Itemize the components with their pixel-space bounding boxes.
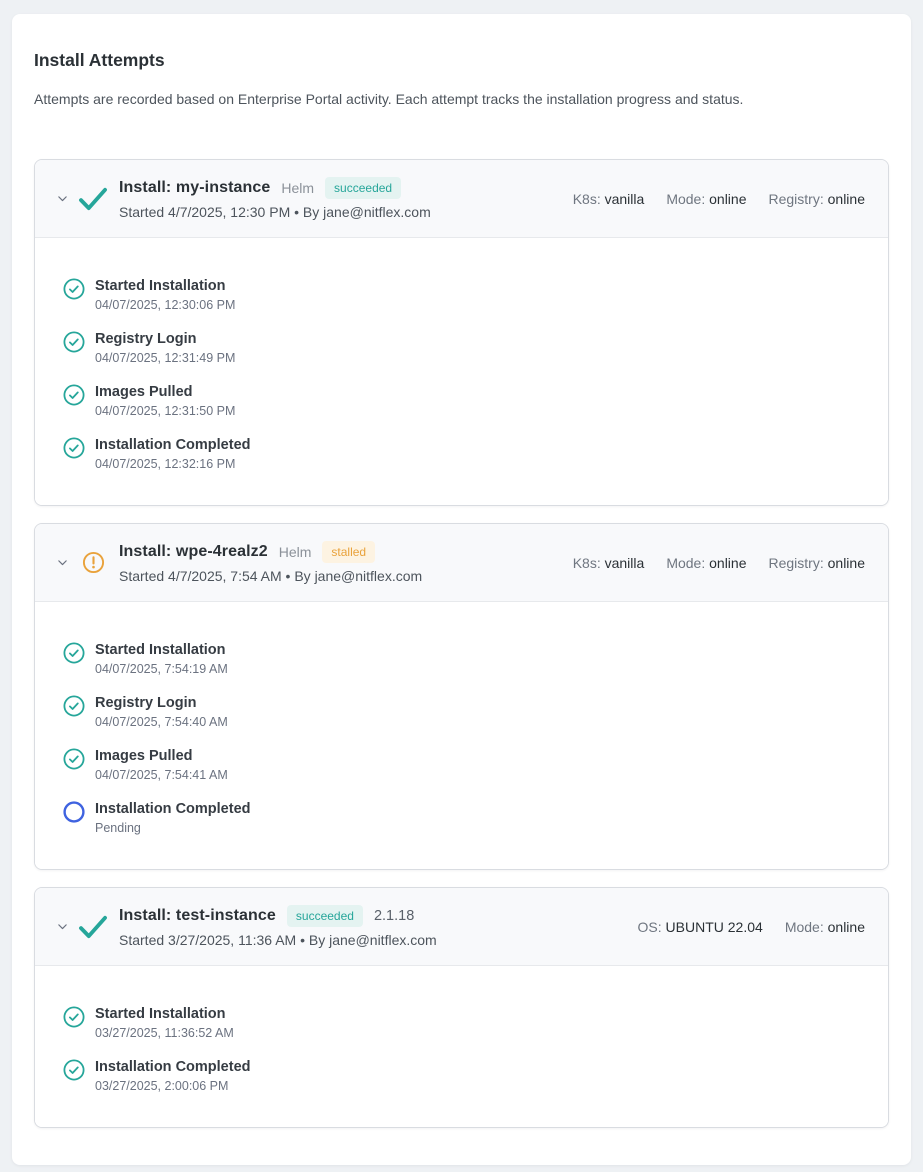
install-step bbox=[63, 640, 866, 678]
install-step bbox=[63, 276, 866, 314]
page-subtitle: Attempts are recorded based on Enterprise Portal activity. Each attempt tracks the installation progress and status. bbox=[34, 91, 744, 107]
meta-label: OS: bbox=[637, 918, 662, 935]
step-status-icon bbox=[63, 437, 85, 459]
step-time: 03/27/2025, 2:00:06 PM bbox=[95, 1079, 229, 1093]
install-attempts-panel bbox=[12, 14, 911, 1165]
step-name: Images Pulled bbox=[95, 384, 193, 400]
step-texts bbox=[95, 1004, 234, 1042]
step-time: 04/07/2025, 7:54:19 AM bbox=[95, 662, 228, 676]
step-name: Installation Completed bbox=[95, 437, 251, 453]
step-done-icon bbox=[63, 1006, 85, 1028]
step-texts bbox=[95, 382, 235, 420]
chevron-down-icon[interactable] bbox=[55, 920, 69, 933]
install-step bbox=[63, 693, 866, 731]
step-time: 04/07/2025, 12:31:50 PM bbox=[95, 404, 236, 418]
meta-label: K8s: bbox=[572, 190, 601, 207]
step-done-icon bbox=[63, 695, 85, 717]
attempt-meta bbox=[573, 191, 865, 207]
attempt-status-icon bbox=[77, 915, 109, 939]
step-texts bbox=[95, 1057, 251, 1095]
status-badge: succeeded bbox=[287, 905, 363, 927]
step-name: Started Installation bbox=[95, 278, 226, 294]
attempt-header[interactable] bbox=[35, 888, 888, 966]
install-step bbox=[63, 435, 866, 473]
attempt-version: 2.1.18 bbox=[373, 908, 415, 924]
step-status-icon bbox=[63, 384, 85, 406]
meta-label: Mode: bbox=[666, 554, 706, 571]
attempt-type: Helm bbox=[278, 544, 312, 560]
step-status-icon bbox=[63, 1006, 85, 1028]
install-step bbox=[63, 329, 866, 367]
attempt-title: Install: test-instance bbox=[119, 907, 276, 924]
check-icon bbox=[78, 187, 108, 211]
meta-label: Registry: bbox=[768, 190, 824, 207]
chevron-down-icon[interactable] bbox=[55, 192, 69, 205]
meta-item bbox=[785, 919, 865, 935]
meta-item bbox=[573, 191, 645, 207]
attempt-started: Started 4/7/2025, 12:30 PM • By jane@nitflex.com bbox=[119, 204, 431, 220]
install-step bbox=[63, 1004, 866, 1042]
step-done-icon bbox=[63, 437, 85, 459]
attempt-head-main bbox=[119, 905, 638, 948]
step-done-icon bbox=[63, 331, 85, 353]
step-name: Installation Completed bbox=[95, 801, 251, 817]
meta-value: vanilla bbox=[604, 190, 645, 207]
step-name: Started Installation bbox=[95, 642, 226, 658]
step-texts bbox=[95, 799, 251, 837]
meta-item bbox=[573, 555, 645, 571]
status-badge: stalled bbox=[322, 541, 375, 563]
step-status-icon bbox=[63, 278, 85, 300]
status-badge: succeeded bbox=[325, 177, 401, 199]
attempt-card bbox=[34, 887, 889, 1128]
step-done-icon bbox=[63, 642, 85, 664]
attempt-head-main bbox=[119, 177, 573, 220]
attempt-steps bbox=[35, 238, 888, 505]
attempt-head-main bbox=[119, 541, 573, 584]
meta-value: UBUNTU 22.04 bbox=[665, 918, 763, 935]
attempt-meta bbox=[638, 919, 865, 935]
check-icon bbox=[78, 915, 108, 939]
step-name: Registry Login bbox=[95, 695, 197, 711]
attempt-status-icon bbox=[77, 187, 109, 211]
meta-value: online bbox=[827, 554, 865, 571]
step-status-icon bbox=[63, 801, 85, 823]
step-name: Registry Login bbox=[95, 331, 197, 347]
attempts-list bbox=[34, 159, 889, 1128]
attempt-header[interactable] bbox=[35, 160, 888, 238]
step-texts bbox=[95, 435, 251, 473]
step-texts bbox=[95, 329, 235, 367]
meta-value: vanilla bbox=[604, 554, 645, 571]
step-done-icon bbox=[63, 384, 85, 406]
meta-label: Mode: bbox=[784, 918, 824, 935]
step-name: Started Installation bbox=[95, 1006, 226, 1022]
attempt-status-icon bbox=[77, 551, 109, 574]
meta-value: online bbox=[709, 190, 747, 207]
meta-label: Mode: bbox=[666, 190, 706, 207]
step-time: 04/07/2025, 12:32:16 PM bbox=[95, 457, 236, 471]
step-time: 03/27/2025, 11:36:52 AM bbox=[95, 1026, 234, 1040]
attempt-steps bbox=[35, 602, 888, 869]
attempt-header[interactable] bbox=[35, 524, 888, 602]
attempt-card bbox=[34, 523, 889, 870]
meta-item bbox=[666, 191, 746, 207]
meta-label: K8s: bbox=[572, 554, 601, 571]
step-time: 04/07/2025, 12:31:49 PM bbox=[95, 351, 236, 365]
page-title: Install Attempts bbox=[34, 50, 165, 70]
meta-item bbox=[638, 919, 763, 935]
warning-icon bbox=[82, 551, 105, 574]
install-step bbox=[63, 799, 866, 837]
install-step bbox=[63, 382, 866, 420]
step-time: 04/07/2025, 7:54:41 AM bbox=[95, 768, 228, 782]
step-name: Installation Completed bbox=[95, 1059, 251, 1075]
attempt-type: Helm bbox=[281, 180, 315, 196]
meta-value: online bbox=[827, 190, 865, 207]
step-texts bbox=[95, 276, 235, 314]
step-time: Pending bbox=[95, 821, 141, 835]
attempt-started: Started 4/7/2025, 7:54 AM • By jane@nitflex.com bbox=[119, 568, 423, 584]
meta-label: Registry: bbox=[768, 554, 824, 571]
step-time: 04/07/2025, 7:54:40 AM bbox=[95, 715, 228, 729]
step-status-icon bbox=[63, 748, 85, 770]
step-pending-icon bbox=[63, 801, 85, 823]
step-done-icon bbox=[63, 748, 85, 770]
attempt-card bbox=[34, 159, 889, 506]
step-status-icon bbox=[63, 642, 85, 664]
step-time: 04/07/2025, 12:30:06 PM bbox=[95, 298, 236, 312]
step-done-icon bbox=[63, 1059, 85, 1081]
meta-value: online bbox=[827, 918, 865, 935]
step-name: Images Pulled bbox=[95, 748, 193, 764]
install-step bbox=[63, 1057, 866, 1095]
attempt-steps bbox=[35, 966, 888, 1127]
meta-item bbox=[769, 191, 866, 207]
step-texts bbox=[95, 746, 228, 784]
attempt-title: Install: my-instance bbox=[119, 179, 271, 196]
step-status-icon bbox=[63, 1059, 85, 1081]
step-texts bbox=[95, 640, 228, 678]
step-status-icon bbox=[63, 331, 85, 353]
step-status-icon bbox=[63, 695, 85, 717]
install-step bbox=[63, 746, 866, 784]
meta-value: online bbox=[709, 554, 747, 571]
attempt-title: Install: wpe-4realz2 bbox=[119, 543, 268, 560]
attempt-started: Started 3/27/2025, 11:36 AM • By jane@nitflex.com bbox=[119, 932, 437, 948]
step-texts bbox=[95, 693, 228, 731]
attempt-meta bbox=[573, 555, 865, 571]
meta-item bbox=[769, 555, 866, 571]
meta-item bbox=[666, 555, 746, 571]
chevron-down-icon[interactable] bbox=[55, 556, 69, 569]
step-done-icon bbox=[63, 278, 85, 300]
